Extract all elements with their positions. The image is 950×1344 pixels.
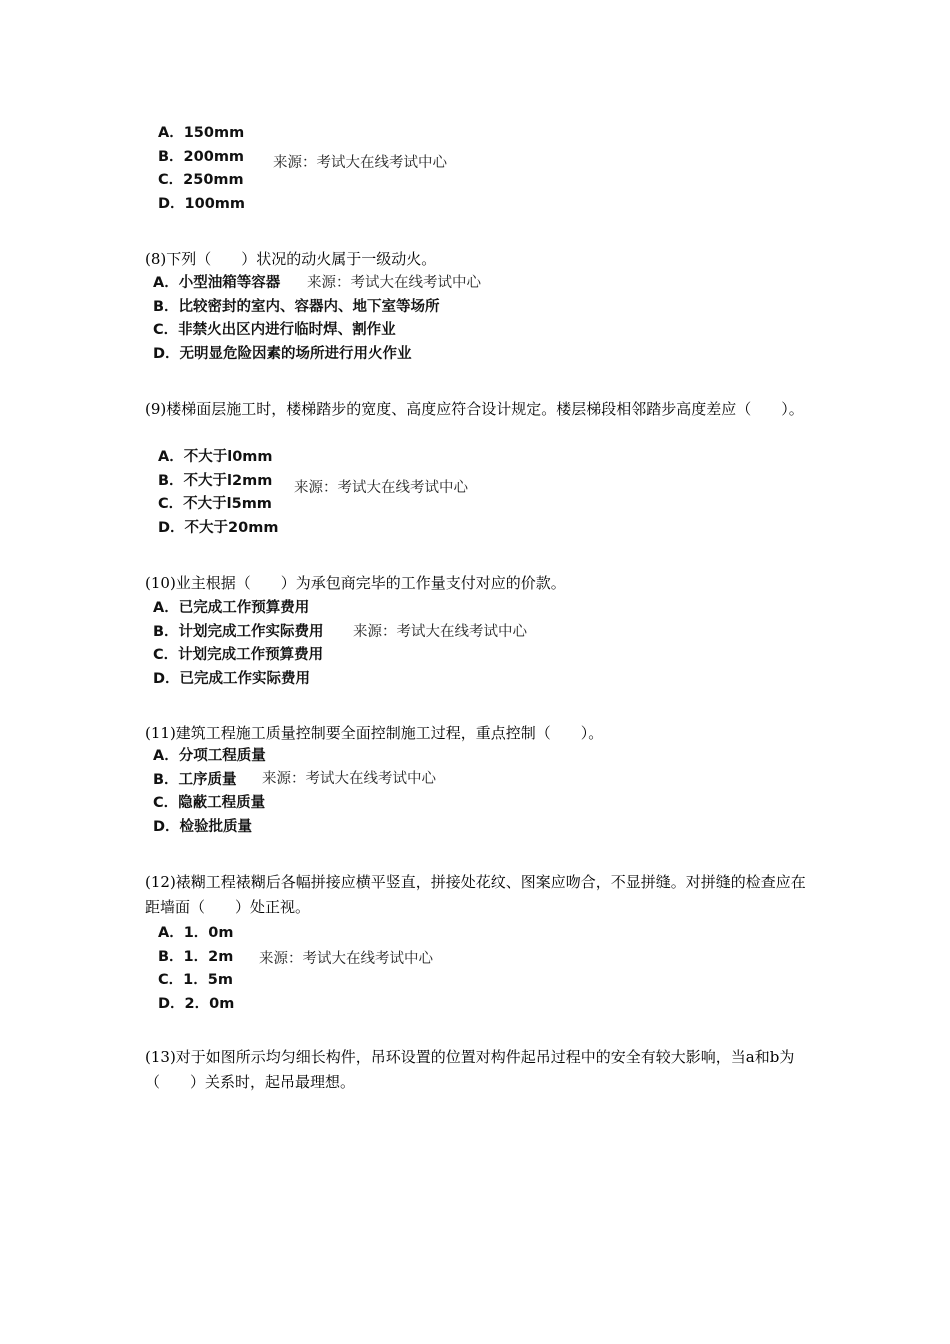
q10-option-d: D．已完成工作实际费用 (153, 670, 311, 687)
q12-source-note: 来源：考试大在线考试中心 (259, 951, 433, 967)
q12-stem: (12)裱糊工程裱糊后各幅拼接应横平竖直，拼接处花纹、图案应吻合，不显拼缝。对拼缝的检查应在距墙面（ ）处正视。 (145, 873, 806, 916)
q7-options (158, 122, 245, 216)
q7-option-c: C．250mm (158, 172, 244, 188)
q11-options (153, 745, 266, 839)
q9-options (158, 446, 278, 540)
q8-option-b: B．比较密封的室内、容器内、地下室等场所 (153, 298, 440, 315)
q10-options (153, 597, 324, 691)
q7-source-note: 来源：考试大在线考试中心 (273, 155, 447, 171)
q7-option-d: D．100mm (158, 195, 246, 212)
q8-source-note: 来源：考试大在线考试中心 (307, 275, 481, 291)
q9-option-a: A．不大于l0mm (158, 449, 273, 465)
q11-option-c: C．隐蔽工程质量 (153, 795, 266, 811)
q9-source-note: 来源：考试大在线考试中心 (294, 480, 468, 496)
q10-option-b: B．计划完成工作实际费用 (153, 623, 324, 640)
q7-option-b: B．200mm (158, 148, 245, 165)
q8-option-a-text: A．小型油箱等容器 (153, 275, 281, 291)
q10-stem: (10)业主根据（ ）为承包商完毕的工作量支付对应的价款。 (145, 574, 566, 592)
q7-option-a: A．150mm (158, 125, 245, 141)
q11-option-b: B．工序质量 (153, 771, 237, 788)
q11-stem: (11)建筑工程施工质量控制要全面控制施工过程，重点控制（ ）。 (145, 724, 604, 742)
q12-options (158, 922, 234, 1016)
q8-option-c: C．非禁火出区内进行临时焊、割作业 (153, 322, 396, 338)
q12-option-c: C．1．5m (158, 972, 233, 988)
q12-option-b: B．1．2m (158, 948, 234, 965)
q11-option-a: A．分项工程质量 (153, 748, 266, 764)
q9-option-c: C．不大于l5mm (158, 496, 272, 512)
q13-stem: (13)对于如图所示均匀细长构件，吊环设置的位置对构件起吊过程中的安全有较大影响，当a和b为（ ）关系时，起吊最理想。 (145, 1048, 795, 1091)
q12-option-a: A．1．0m (158, 925, 234, 941)
q9-option-d: D．不大于20mm (158, 519, 279, 536)
q9-stem: (9)楼梯面层施工时，楼梯踏步的宽度、高度应符合设计规定。楼层梯段相邻踏步高度差应（ ）。 (145, 400, 804, 418)
q8-option-d: D．无明显危险因素的场所进行用火作业 (153, 345, 412, 362)
q10-option-c: C．计划完成工作预算费用 (153, 647, 324, 663)
q11-source-note: 来源：考试大在线考试中心 (262, 771, 436, 787)
q10-option-a: A．已完成工作预算费用 (153, 600, 310, 616)
q10-source-note: 来源：考试大在线考试中心 (353, 624, 527, 640)
q9-option-b: B．不大于l2mm (158, 472, 273, 489)
q8-stem: (8)下列（ ）状况的动火属于一级动火。 (145, 250, 437, 268)
q12-option-d: D．2．0m (158, 995, 235, 1012)
q11-option-d: D．检验批质量 (153, 818, 253, 835)
